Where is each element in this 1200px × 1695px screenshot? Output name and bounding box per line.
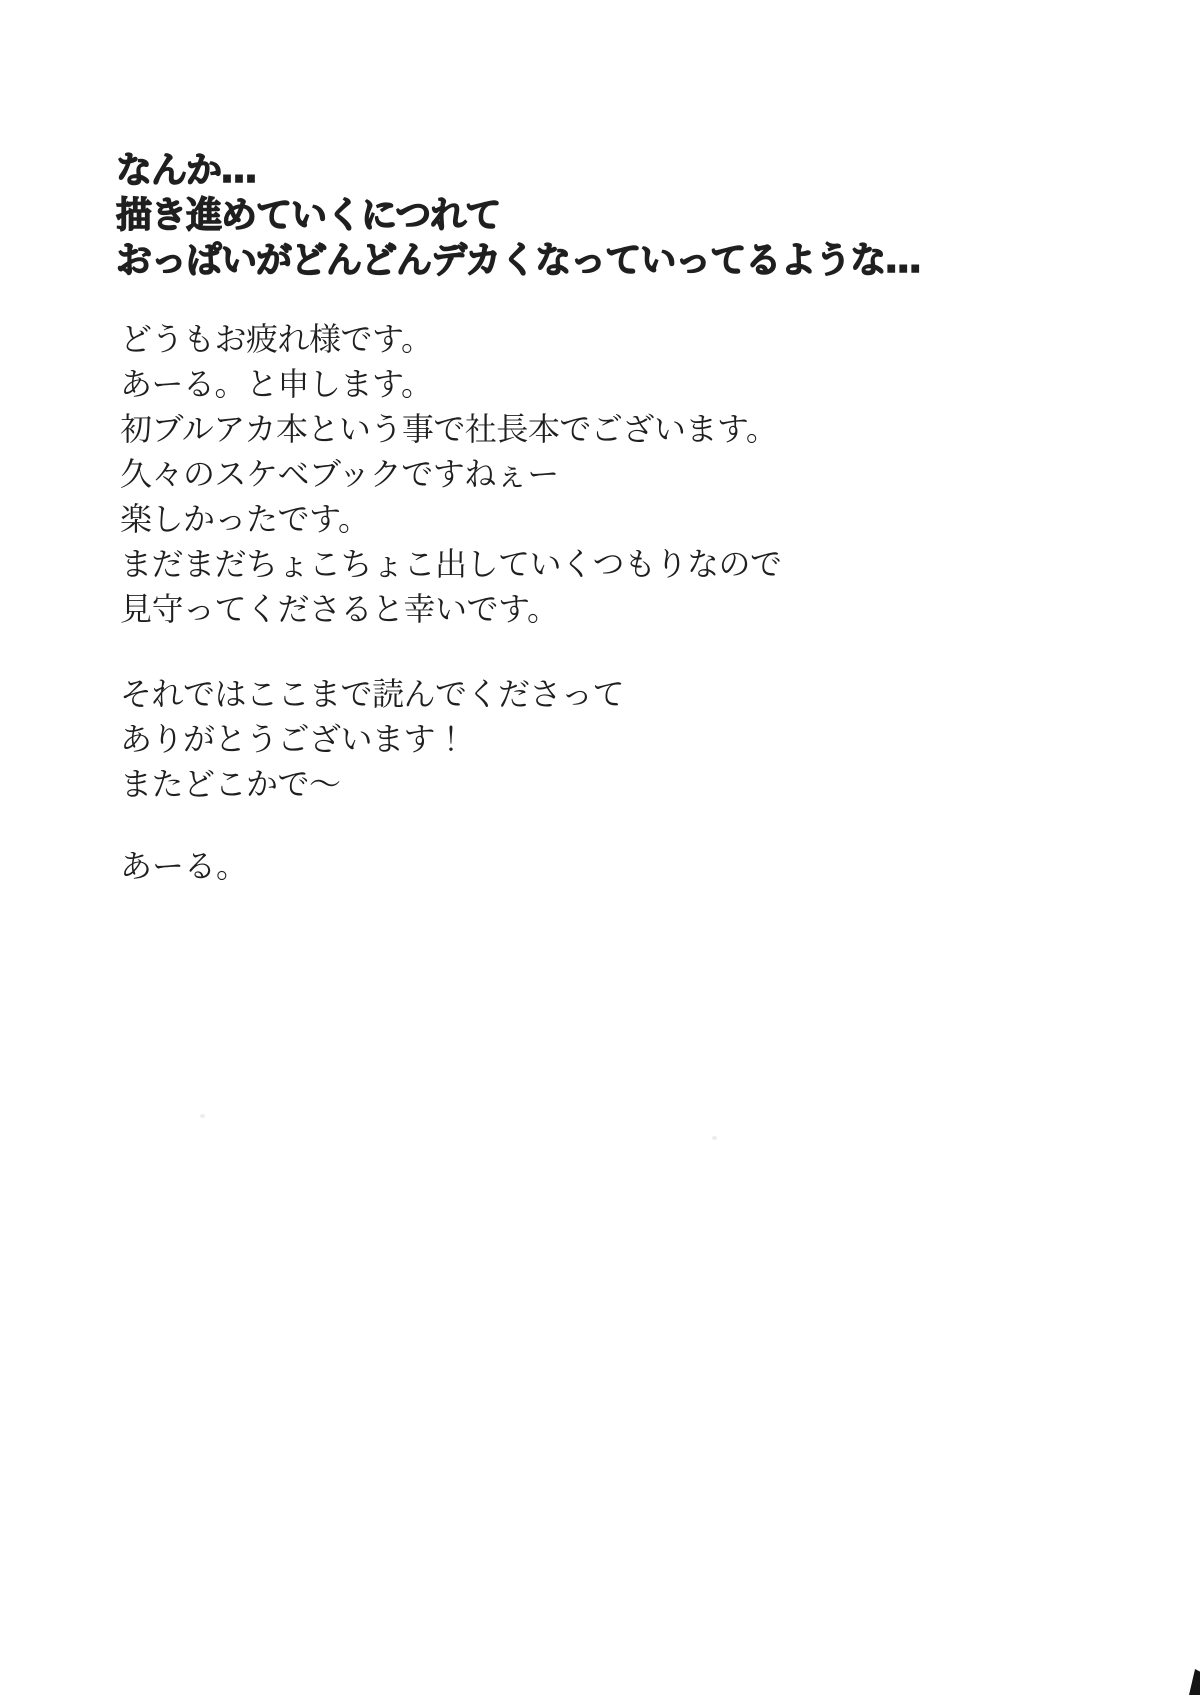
scan-artifact [1189, 1669, 1200, 1695]
headline-line: 描き進めていくにつれて [116, 195, 501, 236]
afterword-headline [116, 148, 920, 283]
author-signature: あーる。 [120, 847, 249, 885]
afterword-paragraph-2 [120, 672, 624, 807]
headline-line: なんか… [116, 150, 257, 191]
body-line: あーる。と申します。 [120, 365, 433, 403]
body-line: 楽しかったです。 [120, 500, 370, 538]
body-line: 見守ってくださると幸いです。 [120, 590, 559, 628]
body-line: まだまだちょこちょこ出していくつもりなので [120, 545, 782, 583]
body-line: またどこかで〜 [120, 765, 341, 803]
body-line: それではここまで読んでくださって [120, 675, 625, 713]
scan-dust-speck [200, 1114, 205, 1118]
afterword-paragraph-1 [120, 317, 782, 632]
body-line: 久々のスケベブックですねぇー [120, 455, 559, 493]
body-line: どうもお疲れ様です。 [120, 320, 433, 358]
body-line: 初ブルアカ本という事で社長本でございます。 [120, 410, 778, 448]
scan-dust-speck [712, 1136, 717, 1140]
body-line: ありがとうございます！ [120, 720, 467, 758]
headline-line: おっぱいがどんどんデカくなっていってるような… [116, 240, 921, 281]
